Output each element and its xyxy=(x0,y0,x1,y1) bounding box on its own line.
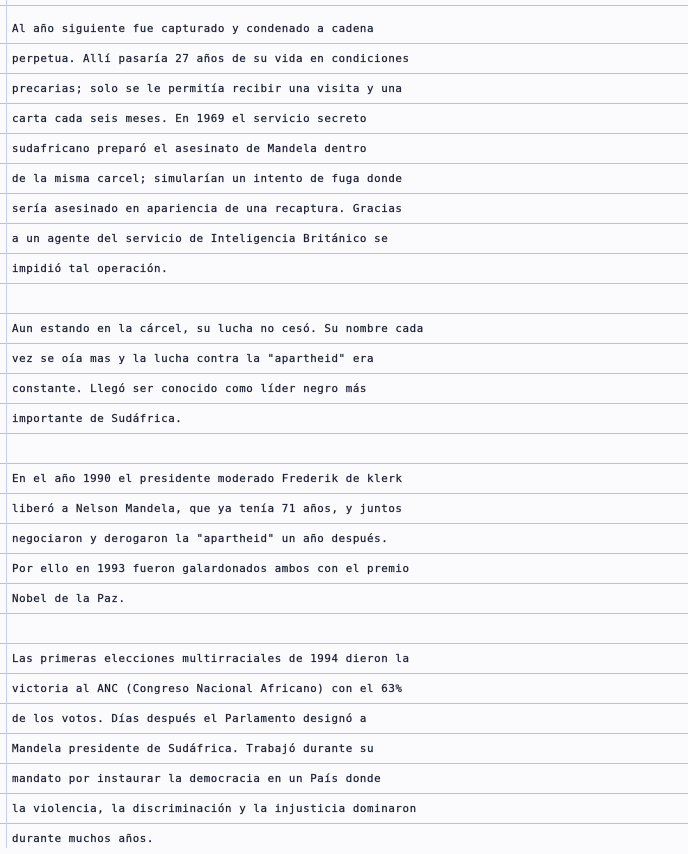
text-line: vez se oía mas y la lucha contra la "apartheid" era xyxy=(12,352,375,365)
text-line: constante. Llegó ser conocido como líder negro más xyxy=(12,382,368,395)
text-line: durante muchos años. xyxy=(12,832,155,845)
handwritten-text xyxy=(12,14,680,854)
text-line: Mandela presidente de Sudáfrica. Trabajó durante su xyxy=(12,742,375,755)
text-line: de los votos. Días después el Parlamento designó a xyxy=(12,712,368,725)
text-line: perpetua. Allí pasaría 27 años de su vida en condiciones xyxy=(12,52,410,65)
text-line: Por ello en 1993 fueron galardonados ambos con el premio xyxy=(12,562,410,575)
text-line: Aun estando en la cárcel, su lucha no cesó. Su nombre cada xyxy=(12,322,424,335)
text-line: de la misma carcel; simularían un intento de fuga donde xyxy=(12,172,403,185)
text-line: importante de Sudáfrica. xyxy=(12,412,183,425)
paragraph-4 xyxy=(12,644,680,854)
text-line: sudafricano preparó el asesinato de Mandela dentro xyxy=(12,142,368,155)
paragraph-3 xyxy=(12,464,680,614)
text-line: impidió tal operación. xyxy=(12,262,169,275)
text-line: negociaron y derogaron la "apartheid" un año después. xyxy=(12,532,389,545)
paragraph-gap xyxy=(12,614,680,644)
text-line: precarias; solo se le permitía recibir una visita y una xyxy=(12,82,403,95)
text-line: liberó a Nelson Mandela, que ya tenía 71 años, y juntos xyxy=(12,502,403,515)
paragraph-gap xyxy=(12,434,680,464)
paragraph-1 xyxy=(12,14,680,284)
text-line: mandato por instaurar la democracia en un País donde xyxy=(12,772,382,785)
margin-line xyxy=(6,0,7,848)
text-line: Al año siguiente fue capturado y condenado a cadena xyxy=(12,22,375,35)
text-line: a un agente del servicio de Inteligencia Británico se xyxy=(12,232,389,245)
text-line: Las primeras elecciones multirraciales de 1994 dieron la xyxy=(12,652,410,665)
text-line: En el año 1990 el presidente moderado Frederik de klerk xyxy=(12,472,403,485)
paragraph-2 xyxy=(12,314,680,434)
paragraph-gap xyxy=(12,284,680,314)
text-line: Nobel de la Paz. xyxy=(12,592,126,605)
text-line: la violencia, la discriminación y la injusticia dominaron xyxy=(12,802,417,815)
text-line: victoria al ANC (Congreso Nacional Africano) con el 63% xyxy=(12,682,403,695)
text-line: sería asesinado en apariencia de una recaptura. Gracias xyxy=(12,202,403,215)
text-line: carta cada seis meses. En 1969 el servicio secreto xyxy=(12,112,368,125)
